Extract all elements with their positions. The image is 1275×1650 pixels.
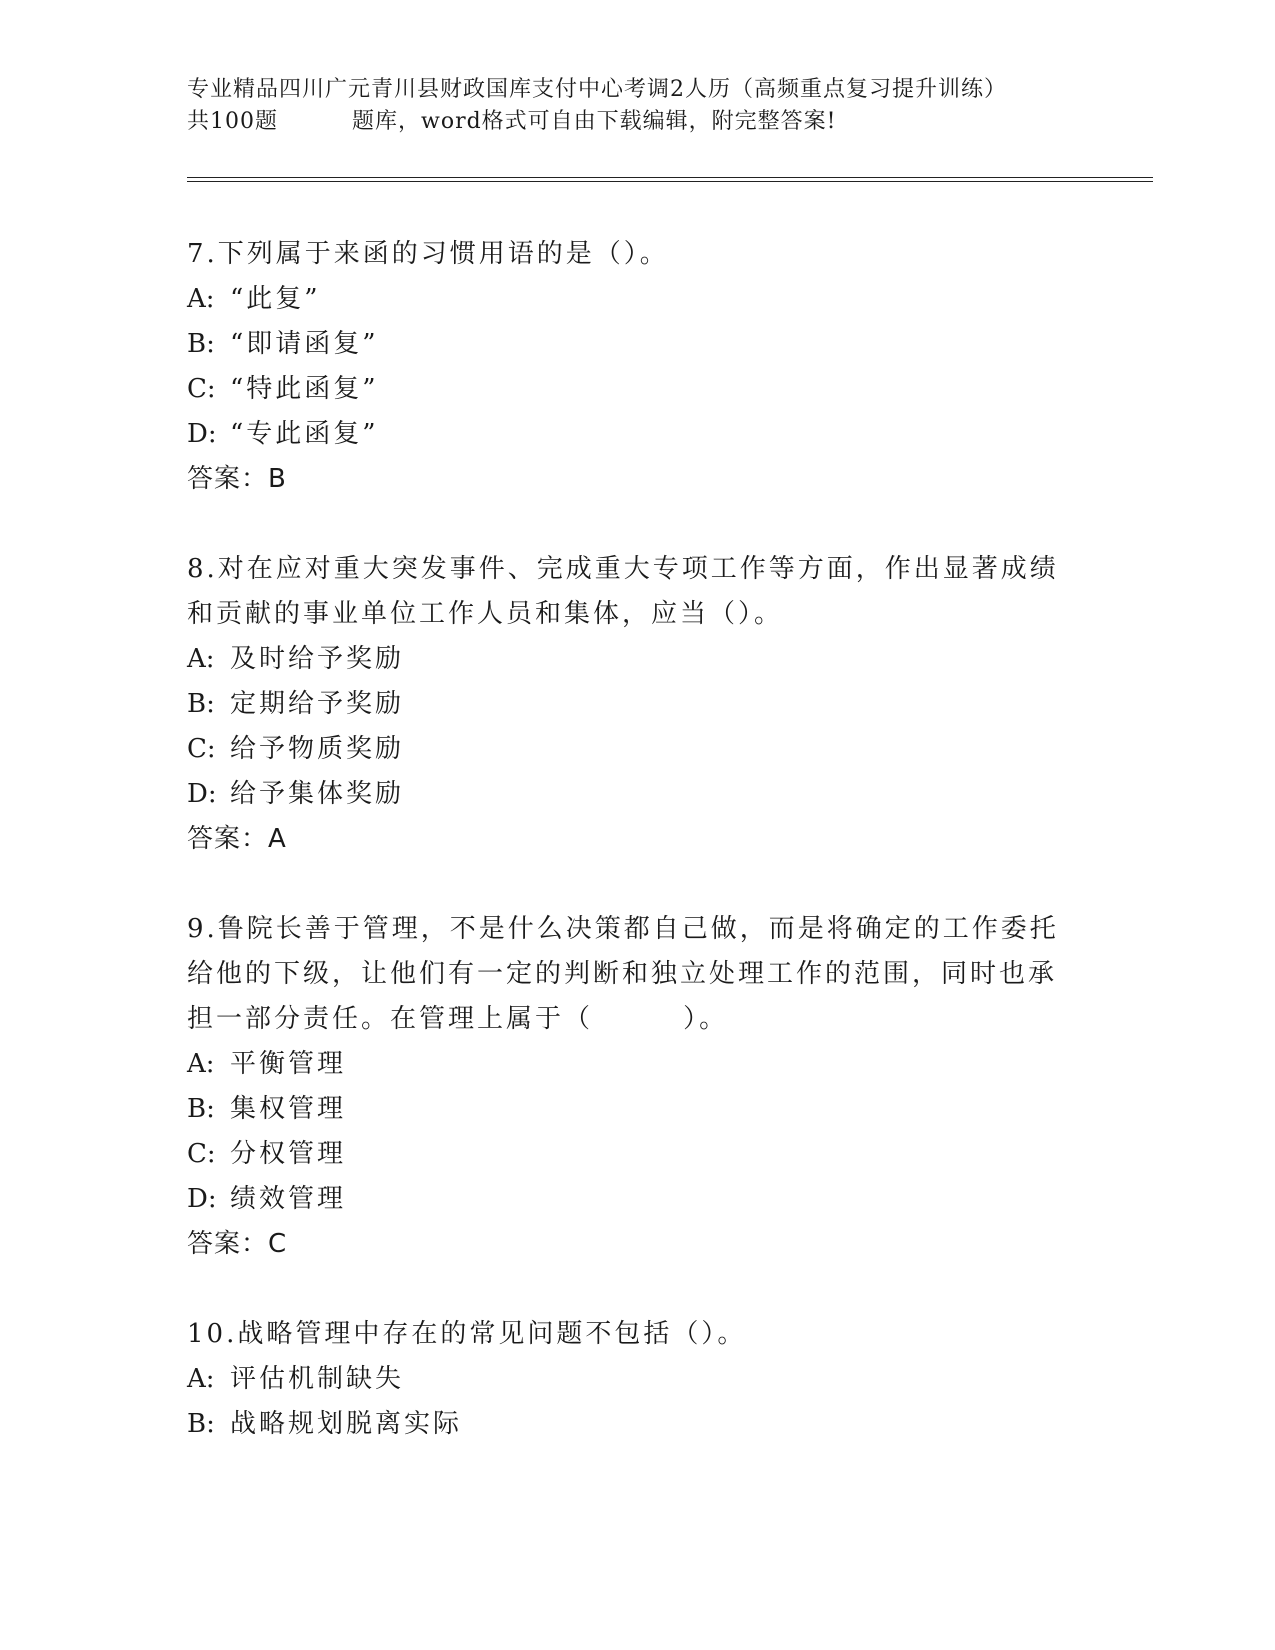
question-9 bbox=[187, 907, 1067, 1267]
option-d bbox=[187, 1177, 1067, 1222]
option-text: 集权管理 bbox=[230, 1094, 347, 1124]
option-b bbox=[187, 1087, 1067, 1132]
option-b bbox=[187, 322, 1067, 367]
option-text: “专此函复” bbox=[230, 419, 379, 449]
option-letter: C: bbox=[187, 374, 216, 404]
question-stem: 9.鲁院长善于管理，不是什么决策都自己做，而是将确定的工作委托 bbox=[187, 914, 1059, 944]
header-divider-bottom bbox=[187, 181, 1153, 182]
option-c bbox=[187, 1132, 1067, 1177]
option-text: 给予物质奖励 bbox=[230, 734, 405, 764]
option-d bbox=[187, 772, 1067, 817]
option-letter: B: bbox=[187, 1409, 215, 1439]
header-format-note: 题库，word格式可自由下载编辑，附完整答案! bbox=[352, 109, 837, 134]
question-stem: 7.下列属于来函的习惯用语的是（）。 bbox=[187, 239, 669, 269]
option-letter: D: bbox=[187, 1184, 217, 1214]
option-letter: B: bbox=[187, 1094, 215, 1124]
option-letter: C: bbox=[187, 1139, 216, 1169]
answer-line: 答案：A bbox=[187, 824, 287, 854]
answer-line: 答案：C bbox=[187, 1229, 288, 1259]
option-b bbox=[187, 682, 1067, 727]
option-letter: B: bbox=[187, 329, 215, 359]
option-letter: A: bbox=[187, 1049, 215, 1079]
question-stem: 给他的下级，让他们有一定的判断和独立处理工作的范围，同时也承 bbox=[187, 959, 1058, 989]
option-text: 及时给予奖励 bbox=[230, 644, 405, 674]
option-a bbox=[187, 277, 1067, 322]
option-b bbox=[187, 1402, 1067, 1447]
option-text: 平衡管理 bbox=[230, 1049, 347, 1079]
answer-line: 答案：B bbox=[187, 464, 287, 494]
option-text: “即请函复” bbox=[230, 329, 379, 359]
header-subtitle bbox=[187, 106, 1087, 138]
header-question-count: 共100题 bbox=[187, 109, 278, 134]
question-7 bbox=[187, 232, 1067, 502]
option-text: “特此函复” bbox=[230, 374, 379, 404]
option-a bbox=[187, 637, 1067, 682]
question-stem: 10.战略管理中存在的常见问题不包括（）。 bbox=[187, 1319, 747, 1349]
question-10 bbox=[187, 1312, 1067, 1447]
option-d bbox=[187, 412, 1067, 457]
option-text: 绩效管理 bbox=[230, 1184, 347, 1214]
option-c bbox=[187, 727, 1067, 772]
option-letter: A: bbox=[187, 644, 215, 674]
option-letter: D: bbox=[187, 779, 217, 809]
option-text: 评估机制缺失 bbox=[230, 1364, 405, 1394]
header-divider-top bbox=[187, 177, 1153, 178]
question-stem: 8.对在应对重大突发事件、完成重大专项工作等方面，作出显著成绩 bbox=[187, 554, 1059, 584]
option-letter: A: bbox=[187, 284, 215, 314]
option-letter: D: bbox=[187, 419, 217, 449]
option-text: 战略规划脱离实际 bbox=[230, 1409, 463, 1439]
question-list bbox=[187, 232, 1067, 1447]
option-c bbox=[187, 367, 1067, 412]
option-text: 定期给予奖励 bbox=[230, 689, 405, 719]
option-letter: A: bbox=[187, 1364, 215, 1394]
option-text: 给予集体奖励 bbox=[230, 779, 405, 809]
question-stem: 担一部分责任。在管理上属于（ ）。 bbox=[187, 1004, 729, 1034]
option-text: “此复” bbox=[230, 284, 321, 314]
option-a bbox=[187, 1042, 1067, 1087]
question-8 bbox=[187, 547, 1067, 862]
question-stem: 和贡献的事业单位工作人员和集体，应当（）。 bbox=[187, 599, 784, 629]
header-title: 专业精品四川广元青川县财政国库支付中心考调2人历（高频重点复习提升训练） bbox=[187, 77, 1007, 102]
option-letter: C: bbox=[187, 734, 216, 764]
option-a bbox=[187, 1357, 1067, 1402]
document-header bbox=[187, 74, 1087, 138]
option-letter: B: bbox=[187, 689, 215, 719]
option-text: 分权管理 bbox=[230, 1139, 347, 1169]
